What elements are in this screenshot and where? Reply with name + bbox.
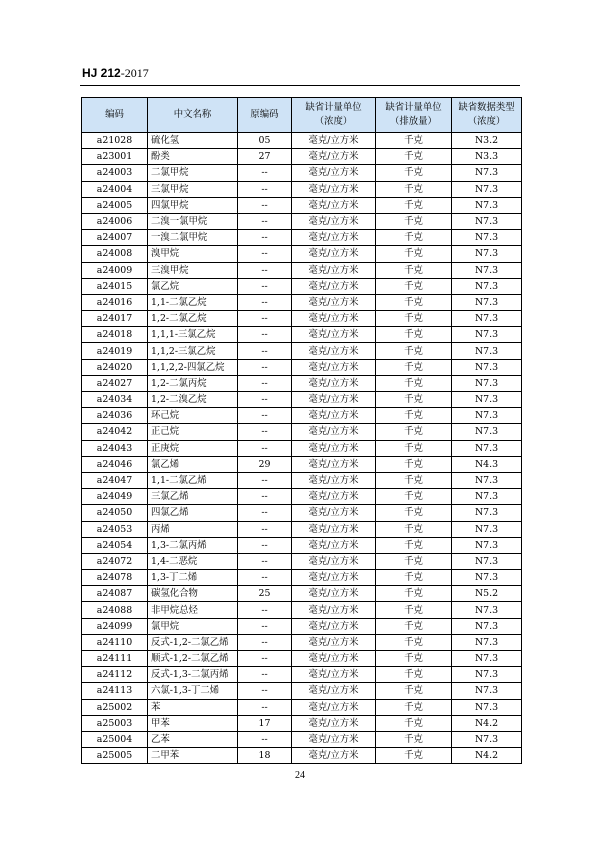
cell-code: a24008 (82, 246, 148, 262)
cell-chinese-name: 溴甲烷 (148, 246, 238, 262)
cell-emission-unit: 千克 (376, 472, 452, 488)
cell-code: a24046 (82, 456, 148, 472)
cell-original-code: 17 (238, 715, 292, 731)
cell-code: a24112 (82, 667, 148, 683)
table-row (82, 667, 522, 683)
cell-concentration-unit: 毫克/立方米 (292, 472, 376, 488)
cell-emission-unit: 千克 (376, 149, 452, 165)
cell-chinese-name: 甲苯 (148, 715, 238, 731)
cell-code: a24007 (82, 230, 148, 246)
cell-code: a21028 (82, 133, 148, 149)
cell-code: a24042 (82, 424, 148, 440)
table-row (82, 149, 522, 165)
cell-code: a24034 (82, 392, 148, 408)
cell-concentration-unit: 毫克/立方米 (292, 537, 376, 553)
cell-data-type: N7.3 (452, 165, 522, 181)
cell-original-code: 27 (238, 149, 292, 165)
table-row (82, 570, 522, 586)
cell-data-type: N7.3 (452, 505, 522, 521)
table-row (82, 343, 522, 359)
cell-chinese-name: 1,3-丁二烯 (148, 570, 238, 586)
cell-chinese-name: 非甲烷总烃 (148, 602, 238, 618)
cell-concentration-unit: 毫克/立方米 (292, 505, 376, 521)
document-header (82, 66, 149, 81)
cell-emission-unit: 千克 (376, 327, 452, 343)
cell-chinese-name: 三氯乙烯 (148, 489, 238, 505)
cell-concentration-unit: 毫克/立方米 (292, 246, 376, 262)
cell-data-type: N7.3 (452, 213, 522, 229)
cell-data-type: N4.2 (452, 748, 522, 764)
table-row (82, 440, 522, 456)
cell-code: a24099 (82, 618, 148, 634)
cell-concentration-unit: 毫克/立方米 (292, 618, 376, 634)
cell-code: a24004 (82, 181, 148, 197)
cell-original-code: -- (238, 197, 292, 213)
cell-chinese-name: 1,2-二溴乙烷 (148, 392, 238, 408)
table-header-row (82, 98, 522, 133)
cell-chinese-name: 丙烯 (148, 521, 238, 537)
cell-data-type: N7.3 (452, 472, 522, 488)
cell-data-type: N7.3 (452, 667, 522, 683)
cell-concentration-unit: 毫克/立方米 (292, 715, 376, 731)
cell-chinese-name: 正庚烷 (148, 440, 238, 456)
cell-concentration-unit: 毫克/立方米 (292, 262, 376, 278)
cell-data-type: N7.3 (452, 262, 522, 278)
cell-data-type: N7.3 (452, 731, 522, 747)
cell-data-type: N7.3 (452, 294, 522, 310)
cell-chinese-name: 二溴一氯甲烷 (148, 213, 238, 229)
cell-emission-unit: 千克 (376, 553, 452, 569)
cell-code: a24111 (82, 651, 148, 667)
cell-concentration-unit: 毫克/立方米 (292, 327, 376, 343)
cell-code: a24005 (82, 197, 148, 213)
cell-concentration-unit: 毫克/立方米 (292, 424, 376, 440)
cell-chinese-name: 1,1-二氯乙烷 (148, 294, 238, 310)
cell-emission-unit: 千克 (376, 408, 452, 424)
cell-concentration-unit: 毫克/立方米 (292, 570, 376, 586)
table-row (82, 278, 522, 294)
table-row (82, 408, 522, 424)
table-row (82, 537, 522, 553)
cell-concentration-unit: 毫克/立方米 (292, 440, 376, 456)
cell-data-type: N7.3 (452, 651, 522, 667)
cell-code: a24016 (82, 294, 148, 310)
cell-data-type: N7.3 (452, 343, 522, 359)
cell-original-code: -- (238, 294, 292, 310)
cell-code: a24047 (82, 472, 148, 488)
cell-data-type: N7.3 (452, 602, 522, 618)
cell-concentration-unit: 毫克/立方米 (292, 278, 376, 294)
cell-original-code: -- (238, 683, 292, 699)
cell-data-type: N7.3 (452, 699, 522, 715)
cell-concentration-unit: 毫克/立方米 (292, 651, 376, 667)
table-row (82, 748, 522, 764)
table-row (82, 602, 522, 618)
cell-data-type: N7.3 (452, 489, 522, 505)
cell-emission-unit: 千克 (376, 748, 452, 764)
cell-chinese-name: 1,4-二恶烷 (148, 553, 238, 569)
table-row (82, 683, 522, 699)
cell-data-type: N7.3 (452, 537, 522, 553)
cell-emission-unit: 千克 (376, 133, 452, 149)
cell-original-code: -- (238, 278, 292, 294)
cell-code: a24110 (82, 634, 148, 650)
cell-emission-unit: 千克 (376, 262, 452, 278)
cell-emission-unit: 千克 (376, 537, 452, 553)
table-row (82, 586, 522, 602)
header-original-code: 原编码 (238, 98, 292, 133)
standard-year: -2017 (120, 66, 149, 80)
table-row (82, 262, 522, 278)
cell-data-type: N7.3 (452, 311, 522, 327)
cell-data-type: N7.3 (452, 197, 522, 213)
cell-concentration-unit: 毫克/立方米 (292, 489, 376, 505)
cell-chinese-name: 顺式-1,2-二氯乙烯 (148, 651, 238, 667)
cell-data-type: N7.3 (452, 392, 522, 408)
table-body (82, 133, 522, 764)
cell-chinese-name: 六氯-1,3-丁二烯 (148, 683, 238, 699)
standard-code: HJ 212 (82, 66, 121, 80)
cell-emission-unit: 千克 (376, 634, 452, 650)
cell-concentration-unit: 毫克/立方米 (292, 359, 376, 375)
cell-emission-unit: 千克 (376, 375, 452, 391)
cell-code: a24078 (82, 570, 148, 586)
cell-code: a24006 (82, 213, 148, 229)
table-row (82, 392, 522, 408)
table-row (82, 246, 522, 262)
cell-code: a24015 (82, 278, 148, 294)
cell-original-code: -- (238, 230, 292, 246)
cell-code: a24072 (82, 553, 148, 569)
cell-concentration-unit: 毫克/立方米 (292, 343, 376, 359)
cell-data-type: N7.3 (452, 570, 522, 586)
cell-emission-unit: 千克 (376, 731, 452, 747)
cell-data-type: N7.3 (452, 278, 522, 294)
cell-concentration-unit: 毫克/立方米 (292, 408, 376, 424)
table-row (82, 731, 522, 747)
header-data-type: 缺省数据类型 （浓度） (452, 98, 522, 133)
cell-concentration-unit: 毫克/立方米 (292, 748, 376, 764)
table-row (82, 715, 522, 731)
cell-original-code: -- (238, 327, 292, 343)
table-row (82, 699, 522, 715)
table-row (82, 472, 522, 488)
cell-original-code: -- (238, 424, 292, 440)
cell-original-code: -- (238, 246, 292, 262)
cell-data-type: N7.3 (452, 618, 522, 634)
cell-chinese-name: 四氯甲烷 (148, 197, 238, 213)
cell-emission-unit: 千克 (376, 618, 452, 634)
cell-chinese-name: 环己烷 (148, 408, 238, 424)
cell-original-code: 18 (238, 748, 292, 764)
cell-chinese-name: 四氯乙烯 (148, 505, 238, 521)
cell-data-type: N3.2 (452, 133, 522, 149)
table-row (82, 521, 522, 537)
cell-concentration-unit: 毫克/立方米 (292, 699, 376, 715)
cell-code: a24017 (82, 311, 148, 327)
cell-concentration-unit: 毫克/立方米 (292, 634, 376, 650)
cell-emission-unit: 千克 (376, 246, 452, 262)
cell-emission-unit: 千克 (376, 602, 452, 618)
cell-emission-unit: 千克 (376, 181, 452, 197)
cell-emission-unit: 千克 (376, 230, 452, 246)
table-row (82, 165, 522, 181)
table-row (82, 375, 522, 391)
cell-emission-unit: 千克 (376, 715, 452, 731)
table-row (82, 181, 522, 197)
cell-original-code: -- (238, 570, 292, 586)
header-emission-unit: 缺省计量单位 （排放量） (376, 98, 452, 133)
cell-chinese-name: 酚类 (148, 149, 238, 165)
cell-original-code: 29 (238, 456, 292, 472)
cell-original-code: -- (238, 262, 292, 278)
cell-data-type: N7.3 (452, 375, 522, 391)
cell-chinese-name: 反式-1,2-二氯乙烯 (148, 634, 238, 650)
cell-original-code: -- (238, 472, 292, 488)
page-number: 24 (295, 770, 305, 781)
cell-original-code: -- (238, 537, 292, 553)
table-row (82, 489, 522, 505)
cell-original-code: -- (238, 602, 292, 618)
cell-emission-unit: 千克 (376, 521, 452, 537)
cell-emission-unit: 千克 (376, 359, 452, 375)
cell-code: a24043 (82, 440, 148, 456)
cell-code: a25005 (82, 748, 148, 764)
cell-emission-unit: 千克 (376, 197, 452, 213)
cell-emission-unit: 千克 (376, 392, 452, 408)
cell-data-type: N4.2 (452, 715, 522, 731)
cell-chinese-name: 二甲苯 (148, 748, 238, 764)
cell-original-code: -- (238, 359, 292, 375)
cell-data-type: N7.3 (452, 521, 522, 537)
cell-chinese-name: 硫化氢 (148, 133, 238, 149)
cell-code: a24054 (82, 537, 148, 553)
cell-concentration-unit: 毫克/立方米 (292, 294, 376, 310)
cell-chinese-name: 氯乙烯 (148, 456, 238, 472)
cell-concentration-unit: 毫克/立方米 (292, 456, 376, 472)
cell-emission-unit: 千克 (376, 586, 452, 602)
table-row (82, 311, 522, 327)
cell-data-type: N7.3 (452, 230, 522, 246)
table-row (82, 294, 522, 310)
table-row (82, 505, 522, 521)
table-row (82, 213, 522, 229)
cell-concentration-unit: 毫克/立方米 (292, 197, 376, 213)
cell-concentration-unit: 毫克/立方米 (292, 553, 376, 569)
cell-original-code: -- (238, 343, 292, 359)
cell-code: a24050 (82, 505, 148, 521)
cell-original-code: -- (238, 667, 292, 683)
cell-original-code: 25 (238, 586, 292, 602)
cell-code: a23001 (82, 149, 148, 165)
header-rule (80, 85, 520, 86)
cell-original-code: -- (238, 213, 292, 229)
table-row (82, 327, 522, 343)
cell-concentration-unit: 毫克/立方米 (292, 392, 376, 408)
cell-code: a24018 (82, 327, 148, 343)
cell-original-code: -- (238, 165, 292, 181)
cell-original-code: -- (238, 505, 292, 521)
cell-chinese-name: 氯甲烷 (148, 618, 238, 634)
cell-emission-unit: 千克 (376, 456, 452, 472)
cell-chinese-name: 反式-1,3-二氯丙烯 (148, 667, 238, 683)
cell-emission-unit: 千克 (376, 278, 452, 294)
cell-emission-unit: 千克 (376, 311, 452, 327)
cell-original-code: -- (238, 392, 292, 408)
cell-data-type: N7.3 (452, 246, 522, 262)
cell-emission-unit: 千克 (376, 343, 452, 359)
cell-code: a24009 (82, 262, 148, 278)
cell-chinese-name: 1,2-二氯丙烷 (148, 375, 238, 391)
cell-concentration-unit: 毫克/立方米 (292, 230, 376, 246)
cell-data-type: N7.3 (452, 634, 522, 650)
table-row (82, 197, 522, 213)
cell-chinese-name: 1,1,2,2-四氯乙烷 (148, 359, 238, 375)
header-code: 编码 (82, 98, 148, 133)
cell-emission-unit: 千克 (376, 505, 452, 521)
pollutant-code-table (81, 97, 522, 764)
table-row (82, 618, 522, 634)
cell-concentration-unit: 毫克/立方米 (292, 133, 376, 149)
cell-code: a25003 (82, 715, 148, 731)
cell-original-code: -- (238, 408, 292, 424)
cell-data-type: N7.3 (452, 424, 522, 440)
cell-chinese-name: 1,1-二氯乙烯 (148, 472, 238, 488)
table-row (82, 634, 522, 650)
cell-chinese-name: 苯 (148, 699, 238, 715)
cell-original-code: -- (238, 731, 292, 747)
cell-data-type: N7.3 (452, 327, 522, 343)
cell-concentration-unit: 毫克/立方米 (292, 165, 376, 181)
cell-concentration-unit: 毫克/立方米 (292, 521, 376, 537)
cell-emission-unit: 千克 (376, 699, 452, 715)
cell-data-type: N3.3 (452, 149, 522, 165)
cell-code: a25004 (82, 731, 148, 747)
table-row (82, 424, 522, 440)
cell-emission-unit: 千克 (376, 489, 452, 505)
table-row (82, 553, 522, 569)
cell-chinese-name: 1,1,2-三氯乙烷 (148, 343, 238, 359)
table-row (82, 230, 522, 246)
cell-concentration-unit: 毫克/立方米 (292, 213, 376, 229)
cell-emission-unit: 千克 (376, 165, 452, 181)
header-concentration-unit: 缺省计量单位 （浓度） (292, 98, 376, 133)
cell-code: a24087 (82, 586, 148, 602)
cell-original-code: 05 (238, 133, 292, 149)
cell-code: a24020 (82, 359, 148, 375)
cell-original-code: -- (238, 521, 292, 537)
cell-concentration-unit: 毫克/立方米 (292, 181, 376, 197)
cell-concentration-unit: 毫克/立方米 (292, 375, 376, 391)
cell-concentration-unit: 毫克/立方米 (292, 602, 376, 618)
cell-code: a24113 (82, 683, 148, 699)
cell-emission-unit: 千克 (376, 683, 452, 699)
cell-emission-unit: 千克 (376, 213, 452, 229)
cell-chinese-name: 三氯甲烷 (148, 181, 238, 197)
cell-chinese-name: 三溴甲烷 (148, 262, 238, 278)
table-row (82, 651, 522, 667)
cell-data-type: N4.3 (452, 456, 522, 472)
cell-data-type: N7.3 (452, 553, 522, 569)
table-row (82, 133, 522, 149)
cell-emission-unit: 千克 (376, 570, 452, 586)
cell-data-type: N7.3 (452, 440, 522, 456)
cell-concentration-unit: 毫克/立方米 (292, 667, 376, 683)
cell-concentration-unit: 毫克/立方米 (292, 149, 376, 165)
cell-chinese-name: 乙苯 (148, 731, 238, 747)
cell-original-code: -- (238, 618, 292, 634)
header-chinese-name: 中文名称 (148, 98, 238, 133)
cell-emission-unit: 千克 (376, 294, 452, 310)
cell-concentration-unit: 毫克/立方米 (292, 586, 376, 602)
cell-chinese-name: 1,3-二氯丙烯 (148, 537, 238, 553)
cell-data-type: N7.3 (452, 359, 522, 375)
cell-chinese-name: 正己烷 (148, 424, 238, 440)
cell-emission-unit: 千克 (376, 424, 452, 440)
cell-concentration-unit: 毫克/立方米 (292, 683, 376, 699)
cell-chinese-name: 1,2-二氯乙烷 (148, 311, 238, 327)
cell-original-code: -- (238, 440, 292, 456)
cell-emission-unit: 千克 (376, 440, 452, 456)
cell-concentration-unit: 毫克/立方米 (292, 311, 376, 327)
cell-original-code: -- (238, 181, 292, 197)
cell-original-code: -- (238, 489, 292, 505)
cell-chinese-name: 1,1,1-三氯乙烷 (148, 327, 238, 343)
cell-data-type: N7.3 (452, 683, 522, 699)
cell-chinese-name: 氯乙烷 (148, 278, 238, 294)
cell-data-type: N7.3 (452, 181, 522, 197)
table-row (82, 456, 522, 472)
cell-code: a24049 (82, 489, 148, 505)
cell-data-type: N7.3 (452, 408, 522, 424)
cell-chinese-name: 碳氢化合物 (148, 586, 238, 602)
cell-original-code: -- (238, 311, 292, 327)
cell-original-code: -- (238, 699, 292, 715)
cell-emission-unit: 千克 (376, 651, 452, 667)
cell-code: a24036 (82, 408, 148, 424)
cell-data-type: N5.2 (452, 586, 522, 602)
cell-chinese-name: 二氯甲烷 (148, 165, 238, 181)
cell-emission-unit: 千克 (376, 667, 452, 683)
cell-original-code: -- (238, 375, 292, 391)
cell-concentration-unit: 毫克/立方米 (292, 731, 376, 747)
cell-code: a24019 (82, 343, 148, 359)
table-row (82, 359, 522, 375)
cell-code: a24027 (82, 375, 148, 391)
cell-original-code: -- (238, 651, 292, 667)
cell-chinese-name: 一溴二氯甲烷 (148, 230, 238, 246)
cell-code: a24003 (82, 165, 148, 181)
cell-code: a25002 (82, 699, 148, 715)
cell-original-code: -- (238, 634, 292, 650)
cell-code: a24053 (82, 521, 148, 537)
cell-code: a24088 (82, 602, 148, 618)
cell-original-code: -- (238, 553, 292, 569)
